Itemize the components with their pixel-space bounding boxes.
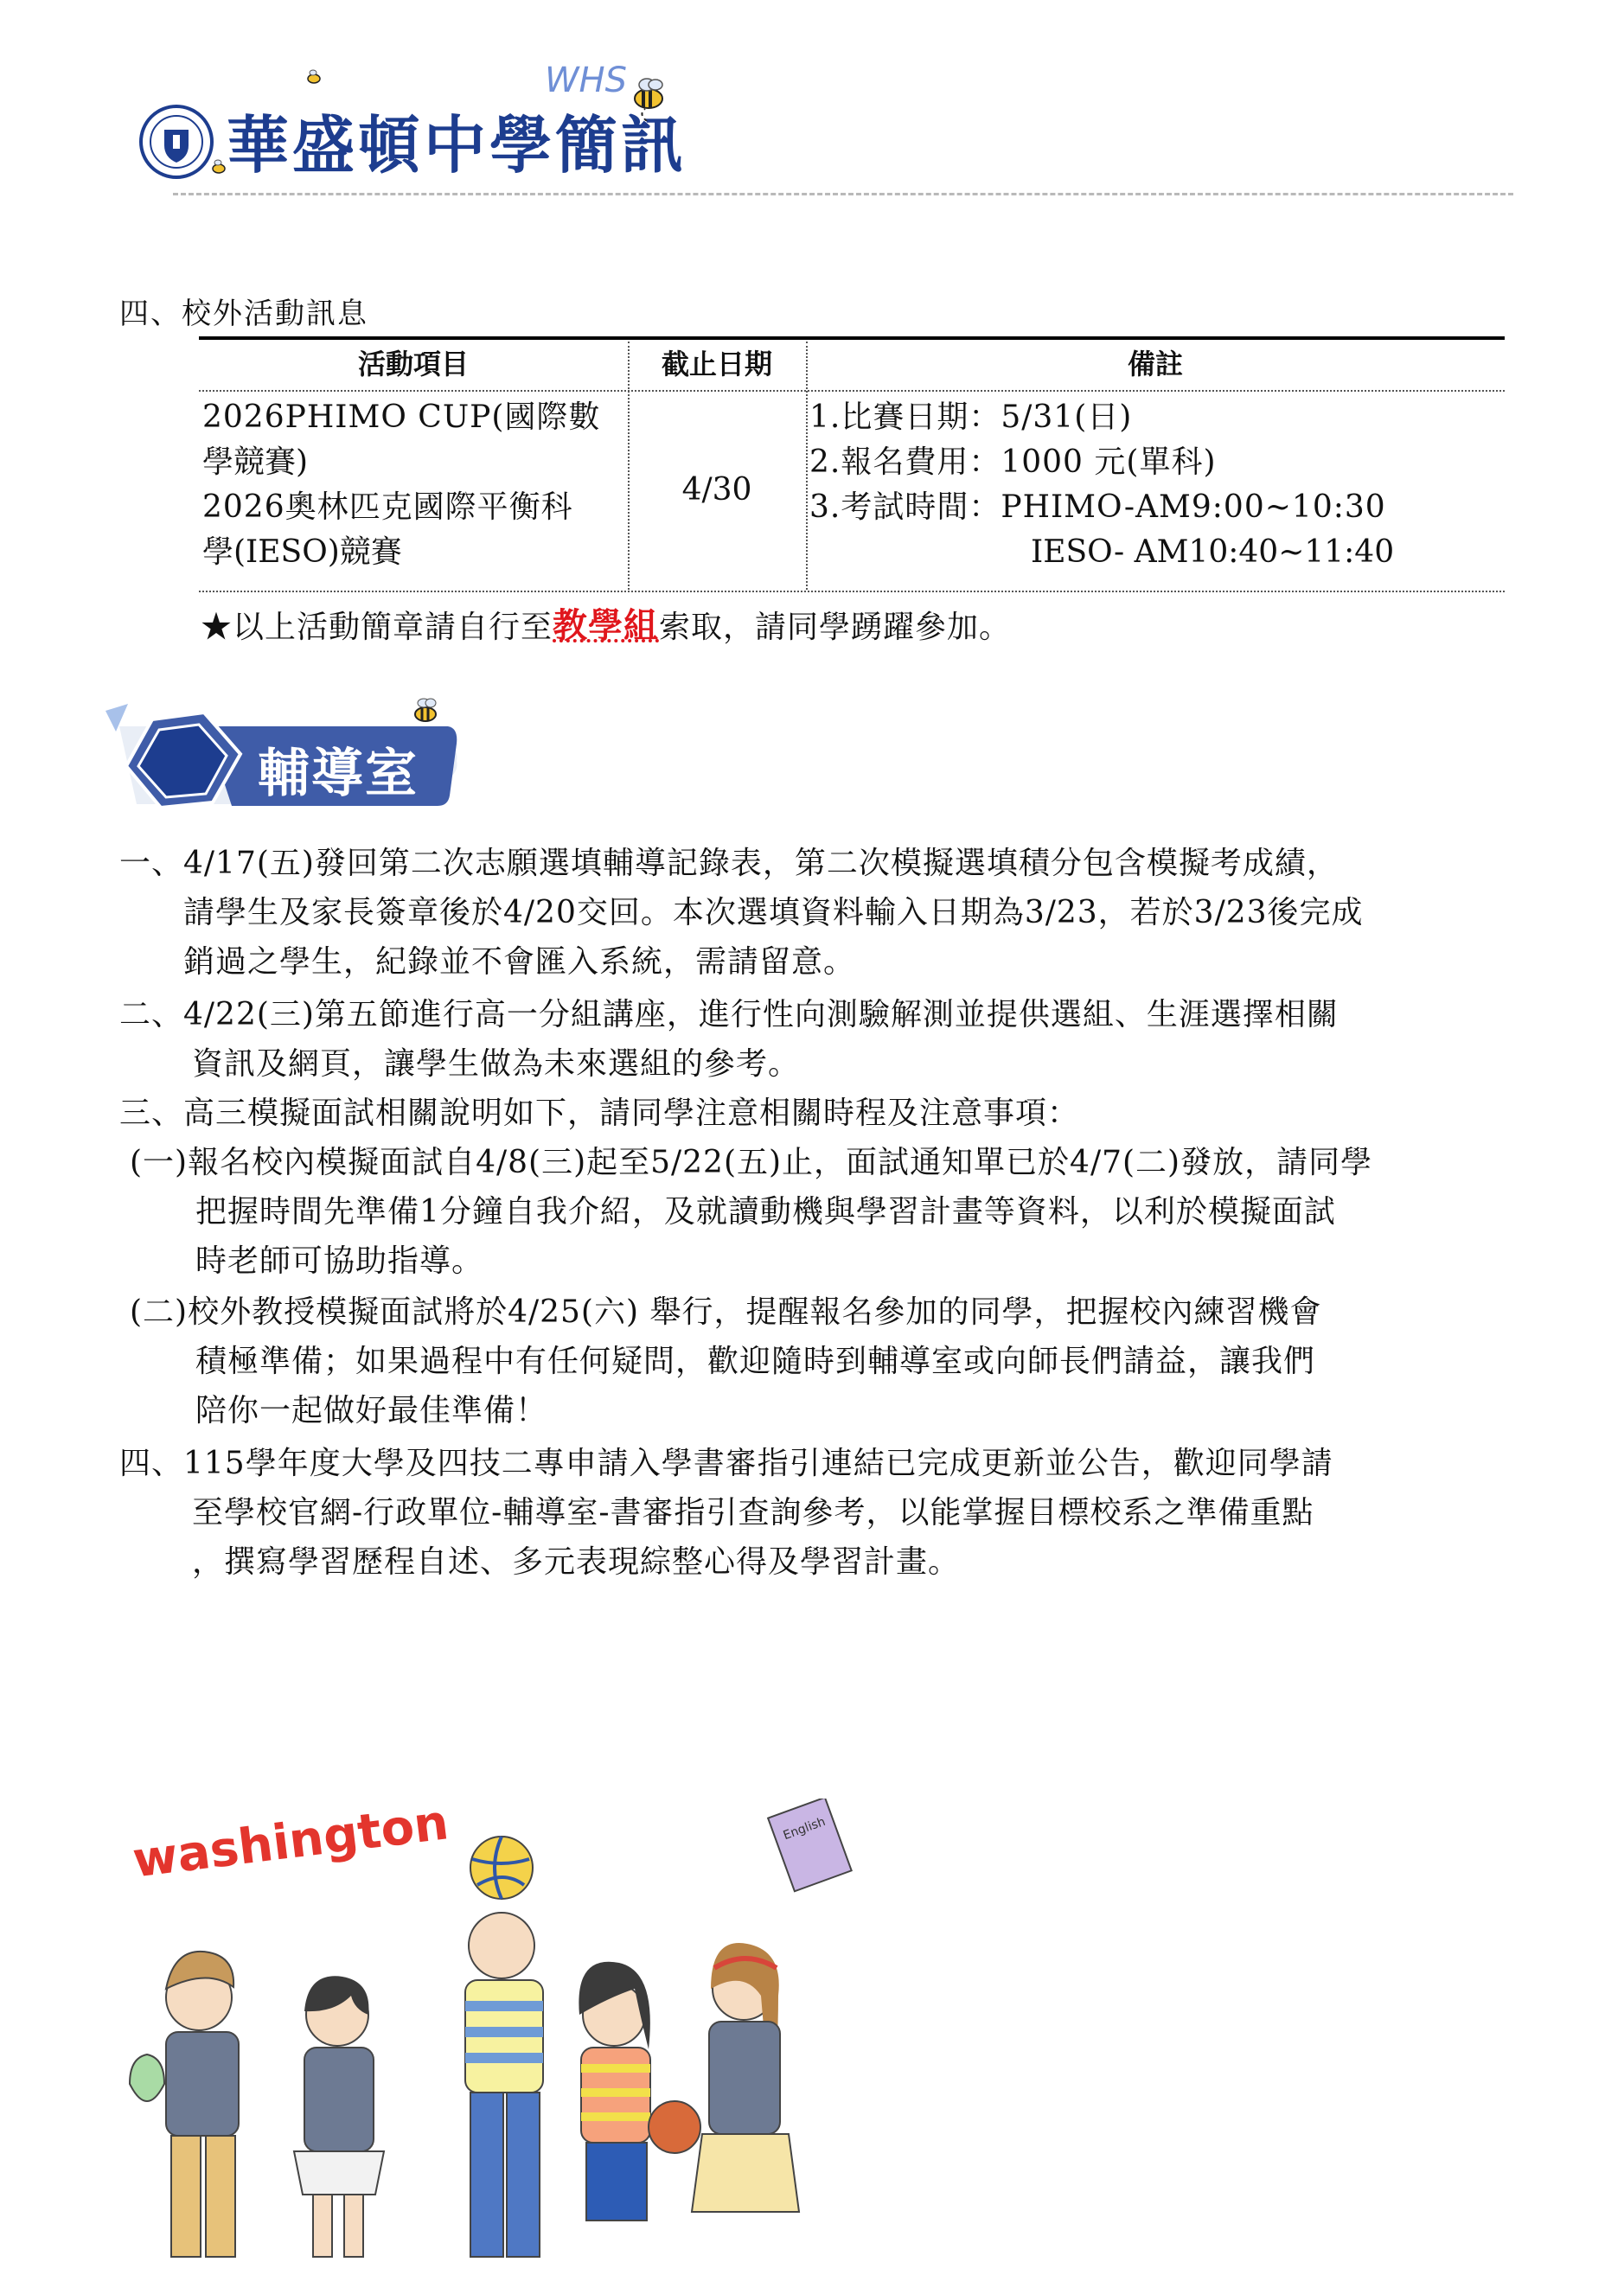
bee-icon	[623, 69, 675, 121]
book-label: English	[781, 1814, 828, 1844]
column-header-deadline: 截止日期	[661, 348, 772, 380]
item-line: 請學生及家長簽章後於4/20交回。本次選填資料輸入日期為3/23，若於3/23後完成	[183, 895, 1364, 930]
column-header-activity: 活動項目	[357, 348, 469, 380]
bee-icon	[406, 692, 444, 730]
activity-line: 2026PHIMO CUP(國際數	[202, 399, 601, 435]
illustration-word: washington	[130, 1794, 452, 1889]
item-line: 陪你一起做好最佳準備！	[195, 1393, 548, 1428]
item-line: (二)校外教授模擬面試將於4/25(六) 舉行，提醒報名參加的同學，把握校內練習機會	[130, 1294, 1322, 1330]
item-line: (一)報名校內模擬面試自4/8(三)起至5/22(五)止，面試通知單已於4/7(二)發放，請同學	[130, 1145, 1373, 1180]
table-note	[201, 598, 1011, 648]
item-line: 二、4/22(三)第五節進行高一分組講座，進行性向測驗解測並提供選組、生涯選擇相關	[119, 997, 1339, 1032]
counseling-item-1	[119, 839, 1364, 987]
school-emblem-icon	[138, 104, 214, 180]
counseling-subitem-1	[130, 1138, 1372, 1286]
activity-table	[199, 336, 1505, 594]
counseling-badge-label: 輔導室	[258, 744, 419, 804]
activity-line: 學(IESO)競賽	[202, 534, 402, 570]
counseling-item-4	[119, 1439, 1333, 1587]
item-line: 積極準備；如果過程中有任何疑問，歡迎隨時到輔導室或向師長們請益，讓我們	[195, 1344, 1316, 1379]
item-line: ，撰寫學習歷程自述、多元表現綜整心得及學習計畫。	[192, 1544, 961, 1580]
item-line: 把握時間先準備1分鐘自我介紹，及就讀動機與學習計畫等資料，以利於模擬面試	[195, 1194, 1336, 1230]
bee-icon	[303, 66, 325, 88]
item-line: 一、4/17(五)發回第二次志願選填輔導記錄表，第二次模擬選填積分包含模擬考成績，	[119, 846, 1339, 881]
counseling-item-3	[119, 1089, 1079, 1138]
item-line: 至學校官網-行政單位-輔導室-書審指引查詢參考，以能掌握目標校系之準備重點	[192, 1495, 1314, 1530]
item-line: 四、115學年度大學及四技二專申請入學書審指引連結已完成更新並公告，歡迎同學請	[119, 1446, 1333, 1481]
header-divider	[173, 193, 1513, 195]
notes-line: 1.比賽日期：5/31(日)	[809, 399, 1133, 435]
highlight-office: 教學組	[553, 605, 660, 646]
item-line: 三、高三模擬面試相關說明如下，請同學注意相關時程及注意事項：	[119, 1096, 1080, 1131]
notes-line: 3.考試時間：PHIMO-AM9:00~10:30	[809, 489, 1386, 525]
section-heading: 四、校外活動訊息	[119, 297, 368, 331]
item-line: 銷過之學生，紀錄並不會匯入系統，需請留意。	[183, 944, 856, 980]
table-note-suffix: 索取，請同學踴躍參加。	[659, 610, 1012, 645]
masthead-title: 華盛頓中學簡訊	[227, 109, 687, 182]
bee-icon	[208, 156, 230, 178]
item-line: 時老師可協助指導。	[195, 1243, 484, 1279]
activity-cell	[202, 395, 600, 575]
notes-line: IESO- AM10:40~11:40	[1031, 534, 1395, 570]
masthead-badge: WHS	[545, 61, 628, 100]
activity-line: 學競賽)	[202, 444, 309, 480]
activity-line: 2026奧林匹克國際平衡科	[202, 489, 573, 525]
counseling-subitem-2	[130, 1288, 1321, 1435]
deadline-cell: 4/30	[681, 472, 752, 508]
counseling-item-2	[119, 990, 1339, 1089]
table-note-prefix: ★以上活動簡章請自行至	[201, 610, 553, 645]
item-line: 資訊及網頁，讓學生做為未來選組的參考。	[192, 1046, 801, 1082]
notes-line: 2.報名費用：1000 元(單科)	[809, 444, 1217, 480]
column-header-notes: 備註	[1127, 348, 1183, 380]
notes-cell	[809, 395, 1394, 575]
